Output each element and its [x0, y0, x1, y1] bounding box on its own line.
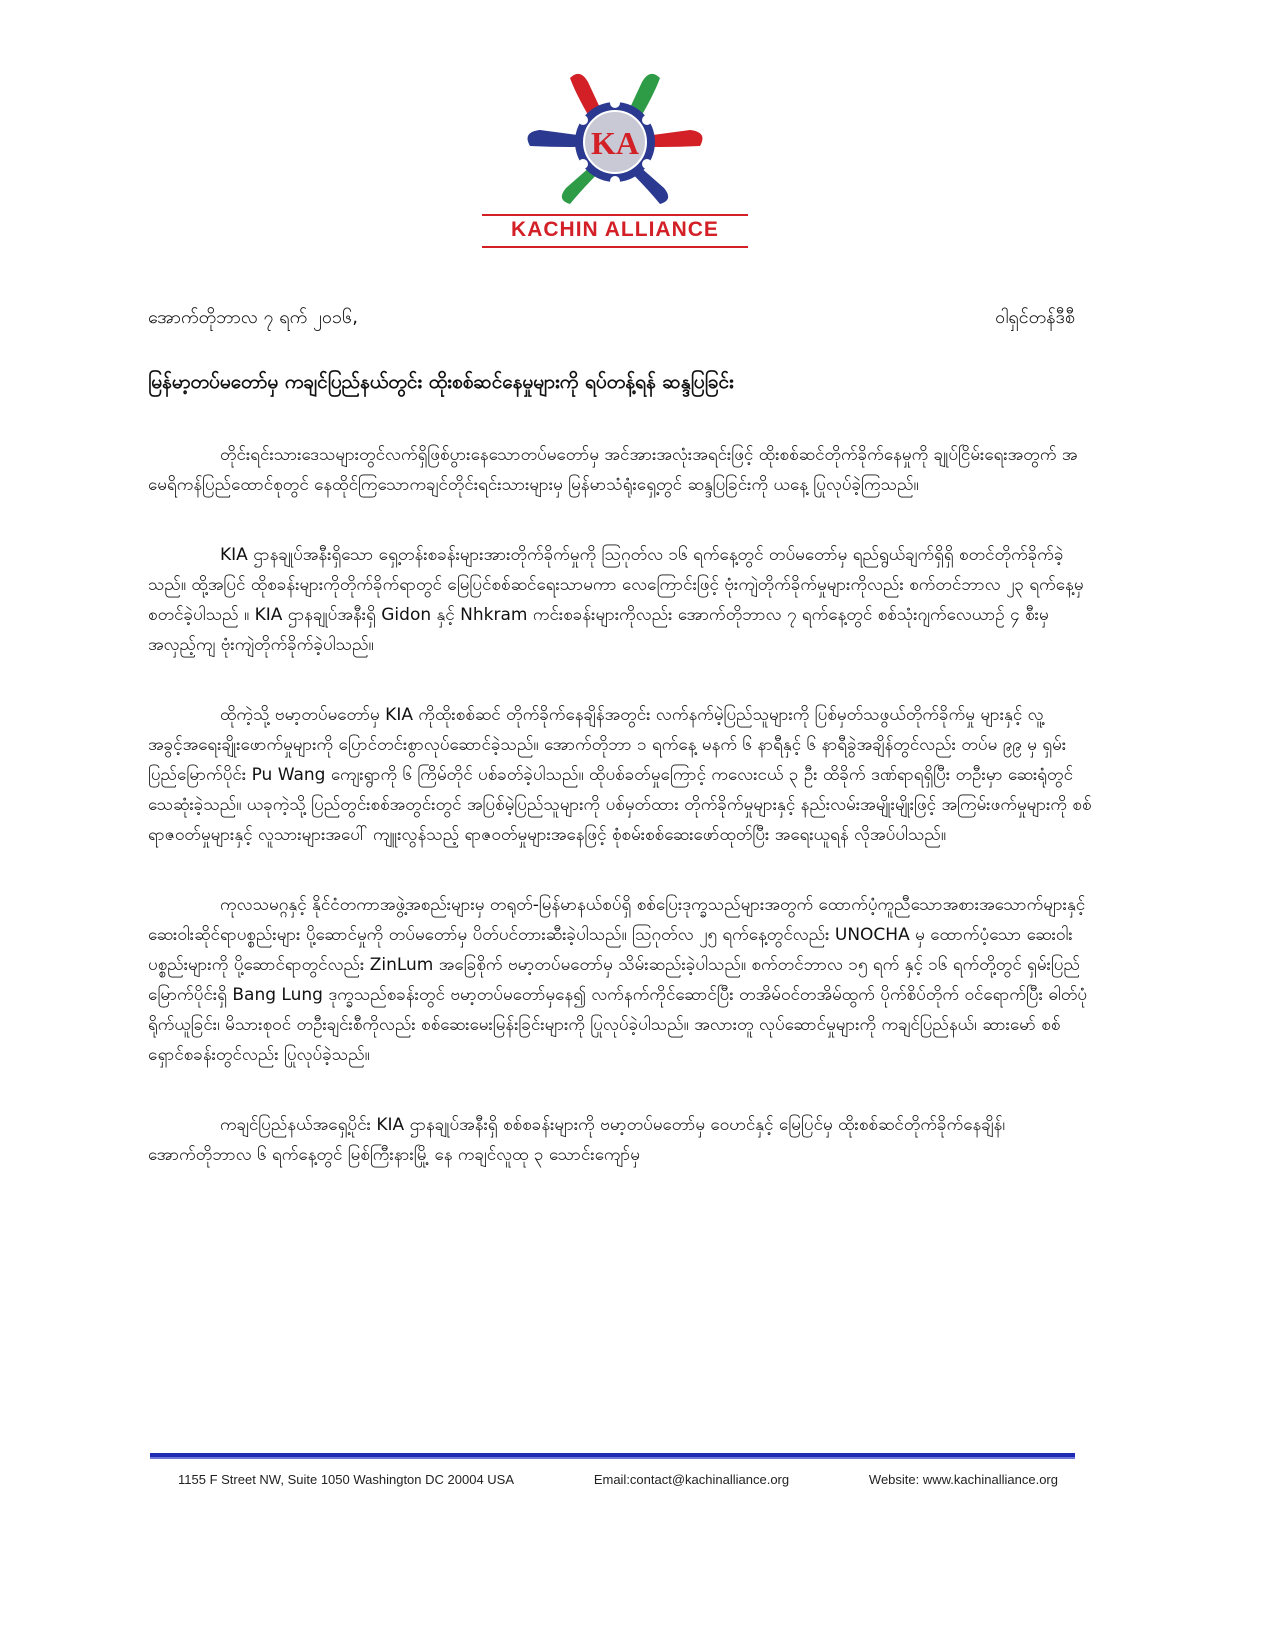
footer-address: 1155 F Street NW, Suite 1050 Washington DC 20004 USA: [178, 1472, 515, 1487]
letter-location: ဝါရှင်တန်ဒီစီ: [995, 307, 1075, 328]
logo-name: KACHIN ALLIANCE: [511, 218, 719, 241]
logo-rule-top: [482, 214, 748, 216]
letter-date: အောက်တိုဘာလ ၇ ရက် ၂၀၁၆,: [148, 307, 358, 328]
document-title: မြန်မာ့တပ်မတော်မှ ကချင်ပြည်နယ်တွင်း ထိုးစစ်ဆင်နေမှုများကို ရပ်တန့်ရန် ဆန္ဒပြခြင်း: [148, 371, 734, 393]
paragraph: ထိုကဲ့သို့ ဗမာ့တပ်မတော်မှ KIA ကိုထိုးစစ်ဆင် တိုက်ခိုက်နေချိန်အတွင်း လက်နက်မဲ့ပြည်သူများကို ပြစ်မှတ်သဖွယ်တိုက်ခိုက်မှု များနှင့် လူ့အခွင့်အရေးချိုးဖောက်မှုများကို ပြောင်တင်းစွာလုပ်ဆောင်ခဲ့သည်။ အောက်တိုဘာ ၁ ရက်နေ့ မနက် ၆ နာရီနှင့် ၆ နာရီခွဲအချိန်တွင်လည်း တပ်မ ၉၉ မှ ရှမ်းပြည်မြောက်ပိုင်း Pu Wang ကျေးရွာကို ၆ ကြိမ်တိုင် ပစ်ခတ်ခဲ့ပါသည်။ ထိုပစ်ခတ်မှုကြောင့် ကလေးငယ် ၃ ဦး ထိခိုက် ဒဏ်ရာရရှိပြီး တဦးမှာ ဆေးရုံတွင်သေဆုံးခဲ့သည်။ ယခုကဲ့သို့ ပြည်တွင်းစစ်အတွင်းတွင် အပြစ်မဲ့ပြည်သူများကို ပစ်မှတ်ထား တိုက်ခိုက်မှုများနှင့် နည်းလမ်းအမျိုးမျိုးဖြင့် အကြမ်းဖက်မှုများကို စစ်ရာဇဝတ်မှုများနှင့် လူသားများအပေါ် ကျူးလွန်သည့် ရာဇဝတ်မှုများအနေဖြင့် စုံစမ်းစစ်ဆေးဖော်ထုတ်ပြီး အရေးယူရန် လိုအပ်ပါသည်။: [148, 705, 1092, 845]
footer-email[interactable]: Email:contact@kachinalliance.org: [593, 1472, 790, 1487]
logo-emblem: [470, 60, 760, 215]
footer-website[interactable]: Website: www.kachinalliance.org: [868, 1472, 1058, 1487]
document-body: [148, 440, 1093, 1210]
dateline: [148, 305, 1075, 332]
logo-monogram: KA: [591, 125, 639, 161]
logo-rule-bottom: [482, 246, 748, 248]
paragraph: ကချင်ပြည်နယ်အရှေ့ပိုင်း KIA ဌာနချုပ်အနီးရှိ စစ်စခန်းများကို ဗမာ့တပ်မတော်မှ ဝေဟင်နှင့် မြေပြင်မှ ထိုးစစ်ဆင်တိုက်ခိုက်နေချိန်၊ အောက်တိုဘာလ ၆ ရက်နေ့တွင် မြစ်ကြီးနားမြို့ နေ ကချင်လူထု ၃ သောင်းကျော်မှ: [148, 1115, 1006, 1165]
footer: [178, 1472, 1058, 1487]
paragraph: KIA ဌာနချုပ်အနီးရှိသော ရှေ့တန်းစခန်းများအားတိုက်ခိုက်မှုကို ဩဂုတ်လ ၁၆ ရက်နေ့တွင် တပ်မတော်မှ ရည်ရွယ်ချက်ရှိရှိ စတင်တိုက်ခိုက်ခဲ့သည်။ ထို့အပြင် ထိုစခန်းများကိုတိုက်ခိုက်ရာတွင် မြေပြင်စစ်ဆင်ရေးသာမကာ လေကြောင်းဖြင့် ဗုံးကျဲတိုက်ခိုက်မှုများကိုလည်း စက်တင်ဘာလ ၂၃ ရက်နေ့မှစတင်ခဲ့ပါသည် ။ KIA ဌာနချုပ်အနီးရှိ Gidon နှင့် Nhkram ကင်းစခန်းများကိုလည်း အောက်တိုဘာလ ၇ ရက်နေ့တွင် စစ်သုံးဂျက်လေယာဉ် ၄ စီးမှ အလှည့်ကျ ဗုံးကျဲတိုက်ခိုက်ခဲ့ပါသည်။: [148, 545, 1084, 655]
footer-rule: [150, 1453, 1075, 1459]
paragraph: တိုင်းရင်းသားဒေသများတွင်လက်ရှိဖြစ်ပွားနေသောတပ်မတော်မှ အင်အားအလုံးအရင်းဖြင့် ထိုးစစ်ဆင်တိုက်ခိုက်နေမှုကို ချုပ်ငြိမ်းရေးအတွက် အမေရိကန်ပြည်ထောင်စုတွင် နေထိုင်ကြသောကချင်တိုင်းရင်းသားများမှ မြန်မာသံရုံးရှေ့တွင် ဆန္ဒပြခြင်းကို ယနေ့ ပြုလုပ်ခဲ့ကြသည်။: [148, 445, 1078, 495]
paragraph: ကုလသမဂ္ဂနှင့် နိုင်ငံတကာအဖွဲ့အစည်းများမှ တရုတ်-မြန်မာနယ်စပ်ရှိ စစ်ပြေးဒုက္ခသည်များအတွက် ထောက်ပံ့ကူညီသောအစားအသောက်များနှင့် ဆေးဝါးဆိုင်ရာပစ္စည်းများ ပို့ဆောင်မှုကို တပ်မတော်မှ ပိတ်ပင်တားဆီးခဲ့ပါသည်။ ဩဂုတ်လ ၂၅ ရက်နေ့တွင်လည်း UNOCHA မှ ထောက်ပံ့သော ဆေးဝါးပစ္စည်းများကို ပို့ဆောင်ရာတွင်လည်း ZinLum အခြေစိုက် ဗမာ့တပ်မတော်မှ သိမ်းဆည်းခဲ့ပါသည်။ စက်တင်ဘာလ ၁၅ ရက် နှင့် ၁၆ ရက်တို့တွင် ရှမ်းပြည်မြောက်ပိုင်းရှိ Bang Lung ဒုက္ခသည်စခန်းတွင် ဗမာ့တပ်မတော်မှနေ၍ လက်နက်ကိုင်ဆောင်ပြီး တအိမ်ဝင်တအိမ်ထွက် ပိုက်စိပ်တိုက် ဝင်ရောက်ပြီး ဓါတ်ပုံရိုက်ယူခြင်း၊ မိသားစုဝင် တဦးချင်းစီကိုလည်း စစ်ဆေးမေးမြန်းခြင်းများကို ပြုလုပ်ခဲ့ပါသည်။ အလားတူ လုပ်ဆောင်မှုများကို ကချင်ပြည်နယ်၊ ဆားမော် စစ်ရှောင်စခန်းတွင်လည်း ပြုလုပ်ခဲ့သည်။: [148, 895, 1088, 1065]
kachin-alliance-logo: [470, 60, 760, 260]
